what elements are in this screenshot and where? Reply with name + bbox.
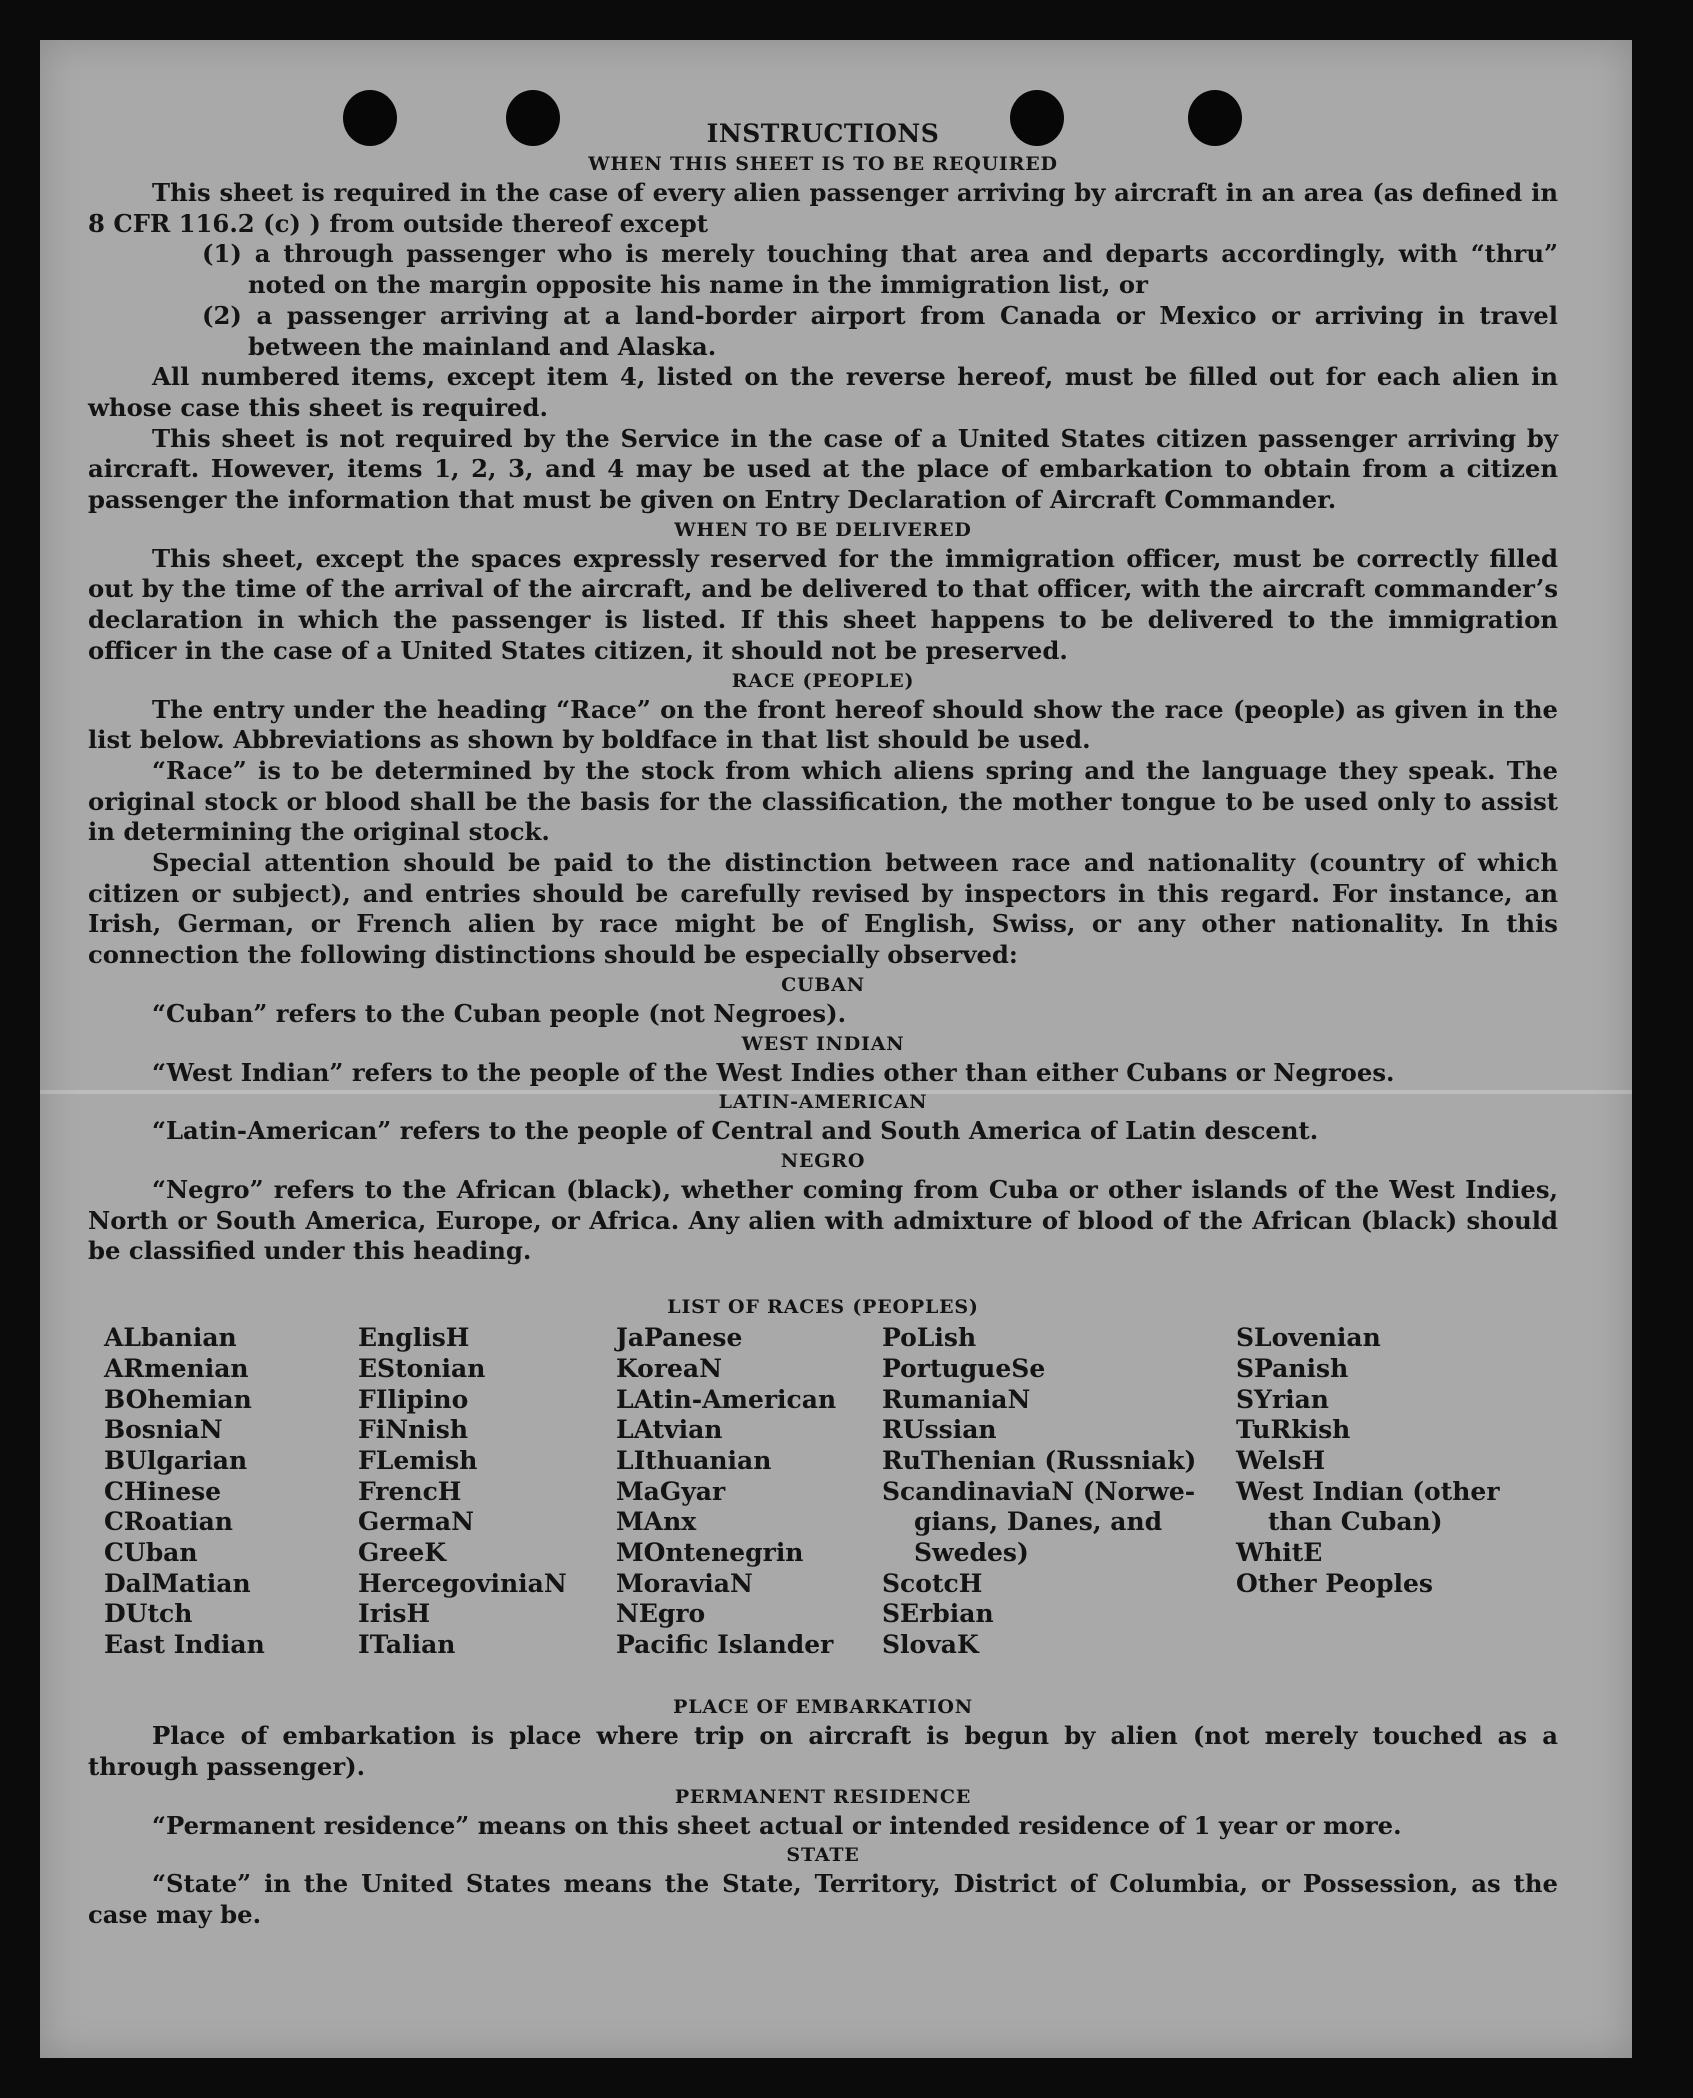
races-column-3: [616, 1323, 836, 1661]
paragraph: “West Indian” refers to the people of the West Indies other than either Cubans or Negroes.: [152, 1057, 1395, 1087]
heading-when-required: WHEN THIS SHEET IS TO BE REQUIRED: [588, 153, 1058, 175]
paragraph: “Race” is to be determined by the stock from which aliens spring and the language they speak. The original stock or blood shall be the basis for the classification, the mother tongue to be used only to assist in determining the original stock.: [88, 755, 1558, 847]
heading-when-delivered: WHEN TO BE DELIVERED: [674, 518, 972, 541]
race-item: LAtvian: [616, 1415, 723, 1445]
heading-state: STATE: [786, 1844, 860, 1867]
paragraph: “Permanent residence” means on this sheet actual or intended residence of 1 year or more.: [152, 1810, 1402, 1840]
race-item: ScotcH: [882, 1568, 983, 1598]
races-column-4: [882, 1323, 1196, 1661]
race-item: CHinese: [104, 1476, 222, 1506]
race-item: MoraviaN: [616, 1568, 753, 1598]
race-item: BosniaN: [104, 1415, 223, 1445]
race-item: ALbanian: [104, 1323, 237, 1353]
race-item: EnglisH: [358, 1323, 470, 1353]
race-item: SPanish: [1236, 1353, 1349, 1383]
race-item: JaPanese: [616, 1323, 743, 1353]
paragraph: This sheet, except the spaces expressly reserved for the immigration officer, must be correctly filled out by the time of the arrival of the aircraft, and be delivered to that officer, with the aircraft commander’s declaration in which the passenger is listed. If this sheet happens to be delivered to the immigration officer in the case of a United States citizen, it should not be preserved.: [88, 543, 1558, 665]
race-item: PoLish: [882, 1323, 977, 1353]
heading-race: RACE (PEOPLE): [731, 669, 915, 692]
race-item: EStonian: [358, 1353, 486, 1383]
instructions-text: [88, 118, 1558, 1931]
race-item: DalMatian: [104, 1568, 251, 1598]
paragraph: “Cuban” refers to the Cuban people (not Negroes).: [152, 998, 847, 1028]
heading-permanent-residence: PERMANENT RESIDENCE: [674, 1785, 972, 1808]
race-item: MAnx: [616, 1507, 697, 1537]
heading-west-indian: WEST INDIAN: [741, 1032, 905, 1055]
list-item: (1) a through passenger who is merely touching that area and departs accordingly, with “thru” noted on the margin opposite his name in the immigration list, or: [202, 239, 1558, 300]
race-item: RuThenian (Russniak): [882, 1445, 1197, 1475]
paragraph: “State” in the United States means the State, Territory, District of Columbia, or Possession, as the case may be.: [88, 1869, 1558, 1929]
race-item: BUlgarian: [104, 1445, 248, 1475]
race-item: PortugueSe: [882, 1353, 1046, 1383]
race-item: GreeK: [358, 1538, 447, 1568]
race-item: SLovenian: [1236, 1323, 1381, 1353]
paragraph: This sheet is required in the case of every alien passenger arriving by aircraft in an area (as defined in 8 CFR 116.2 (c) ) from outside thereof except: [88, 178, 1558, 238]
race-item: East Indian: [104, 1630, 265, 1660]
races-list: [88, 1323, 1558, 1693]
races-column-1: [104, 1323, 265, 1661]
heading-negro: NEGRO: [780, 1149, 866, 1172]
race-item: GermaN: [358, 1507, 474, 1537]
race-item: SlovaK: [882, 1630, 979, 1660]
race-item: TuRkish: [1236, 1415, 1351, 1445]
race-item: gians, Danes, and: [914, 1507, 1163, 1537]
race-item: Pacific Islander: [616, 1630, 834, 1660]
race-item: IrisH: [358, 1599, 431, 1629]
heading-latin-american: LATIN-AMERICAN: [718, 1091, 928, 1114]
race-item: Swedes): [914, 1538, 1029, 1568]
race-item: MaGyar: [616, 1476, 726, 1506]
heading-place-of-embarkation: PLACE OF EMBARKATION: [673, 1696, 973, 1719]
paragraph: This sheet is not required by the Service in the case of a United States citizen passenger arriving by aircraft. However, items 1, 2, 3, and 4 may be used at the place of embarkation to obtain from a citizen passenger the information that must be given on Entry Declaration of Aircraft Commander.: [88, 423, 1558, 515]
race-item: RUssian: [882, 1415, 997, 1445]
race-item: HercegoviniaN: [358, 1568, 567, 1598]
heading-list-of-races: LIST OF RACES (PEOPLES): [667, 1296, 979, 1319]
race-item: SErbian: [882, 1599, 994, 1629]
race-item: ITalian: [358, 1630, 456, 1660]
race-item: FiNnish: [358, 1415, 469, 1445]
paragraph: Place of embarkation is place where trip on aircraft is begun by alien (not merely touched as a through passenger).: [88, 1721, 1558, 1781]
paragraph: All numbered items, except item 4, listed on the reverse hereof, must be filled out for each alien in whose case this sheet is required.: [88, 362, 1558, 422]
race-item: LAtin-American: [616, 1384, 837, 1414]
list-item: (2) a passenger arriving at a land-border airport from Canada or Mexico or arriving in travel between the mainland and Alaska.: [202, 300, 1558, 361]
race-item: DUtch: [104, 1599, 193, 1629]
race-item: ScandinaviaN (Norwe-: [882, 1476, 1196, 1506]
race-item: Other Peoples: [1236, 1568, 1433, 1598]
race-item: than Cuban): [1268, 1507, 1443, 1537]
race-item: FIlipino: [358, 1384, 469, 1414]
race-item: WhitE: [1236, 1538, 1323, 1568]
paragraph: Special attention should be paid to the distinction between race and nationality (country of which citizen or subject), and entries should be carefully revised by inspectors in this regard. For instance, an Irish, German, or French alien by race might be of English, Swiss, or any other nationality. In this connection the following distinctions should be especially observed:: [88, 848, 1558, 970]
race-item: MOntenegrin: [616, 1538, 804, 1568]
races-column-5: [1236, 1323, 1500, 1599]
races-column-2: [358, 1323, 567, 1661]
race-item: WelsH: [1236, 1445, 1326, 1475]
race-item: FLemish: [358, 1445, 478, 1475]
race-item: CRoatian: [104, 1507, 233, 1537]
race-item: BOhemian: [104, 1384, 252, 1414]
paragraph: “Latin-American” refers to the people of Central and South America of Latin descent.: [152, 1116, 1319, 1146]
race-item: FrencH: [358, 1476, 462, 1506]
race-item: SYrian: [1236, 1384, 1329, 1414]
race-item: RumaniaN: [882, 1384, 1031, 1414]
page-title: INSTRUCTIONS: [706, 119, 940, 148]
race-item: NEgro: [616, 1599, 706, 1629]
heading-cuban: CUBAN: [781, 973, 865, 996]
race-item: KoreaN: [616, 1353, 722, 1383]
race-item: West Indian (other: [1236, 1476, 1500, 1506]
race-item: ARmenian: [104, 1353, 249, 1383]
race-item: LIthuanian: [616, 1445, 772, 1475]
paragraph: The entry under the heading “Race” on the front hereof should show the race (people) as given in the list below. Abbreviations as shown by boldface in that list should be used.: [88, 694, 1558, 755]
race-item: CUban: [104, 1538, 198, 1568]
paragraph: “Negro” refers to the African (black), whether coming from Cuba or other islands of the West Indies, North or South America, Europe, or Africa. Any alien with admixture of blood of the African (black) should be classified under this heading.: [88, 1174, 1558, 1266]
